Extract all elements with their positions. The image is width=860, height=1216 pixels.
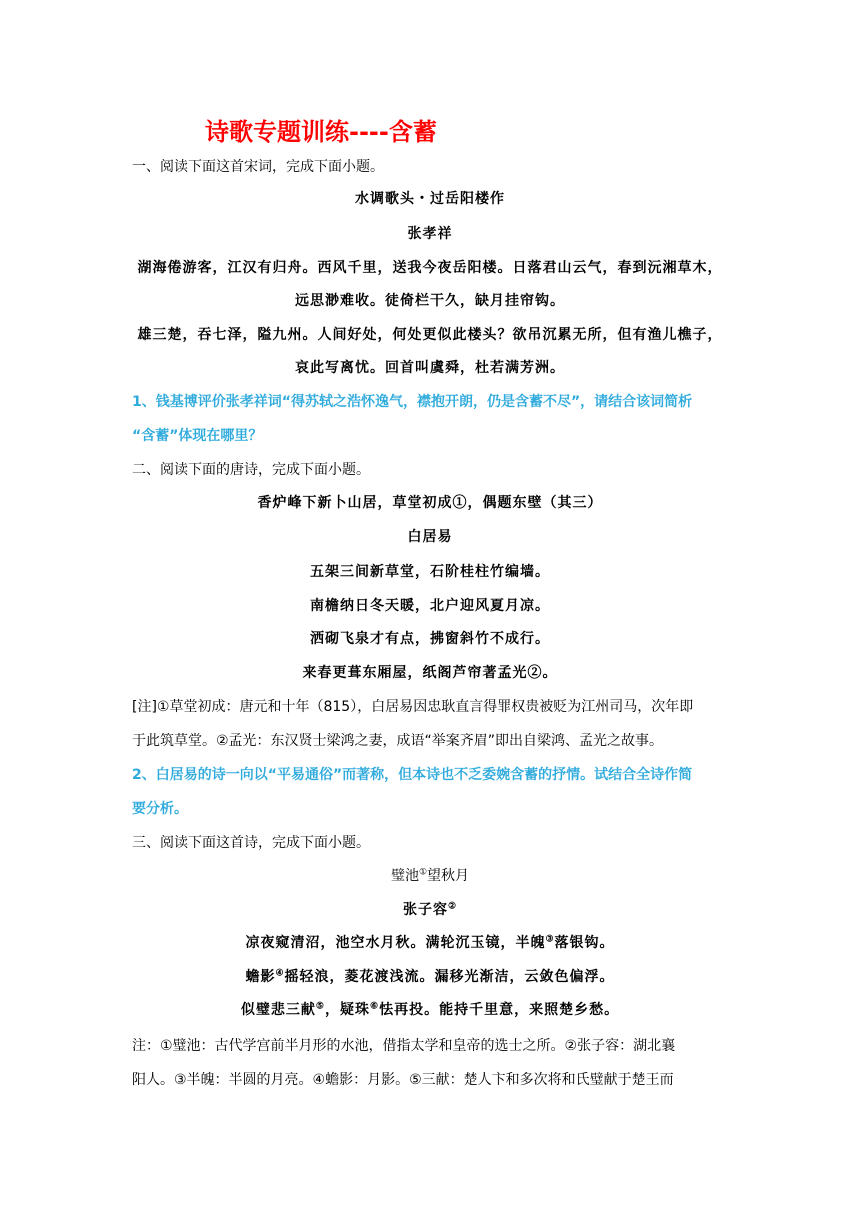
poem-2-line: 洒砌飞泉才有点，拂窗斜竹不成行。: [310, 631, 550, 647]
poem-3-note-cont: 阳人。③半魄：半圆的月亮。④蟾影：月影。⑤三献：楚人卞和多次将和氏璧献于楚王而: [132, 1072, 674, 1088]
poem-3-note: 注：①璧池：古代学宫前半月形的水池，借指太学和皇帝的选士之所。②张子容：湖北襄: [132, 1038, 676, 1054]
poem-2-line: 五架三间新草堂，石阶桂柱竹编墙。: [310, 564, 550, 580]
section-1-heading: 一、阅读下面这首宋词，完成下面小题。: [132, 159, 384, 175]
section-3-heading: 三、阅读下面这首诗，完成下面小题。: [132, 835, 370, 851]
poem-1-line: 雄三楚，吞七泽，隘九州。人间好处，何处更似此楼头？欲吊沉累无所，但有渔儿樵子，: [137, 327, 723, 343]
poem-2-author: 白居易: [407, 529, 453, 545]
question-2-cont: 要分析。: [132, 801, 188, 817]
poem-2-line: 南檐纳日冬天暖，北户迎风夏月凉。: [310, 598, 550, 614]
poem-3-line: 蟾影④摇轻浪，菱花渡浅流。漏移光渐洁，云敛色偏浮。: [245, 968, 615, 985]
poem-1-author: 张孝祥: [407, 226, 453, 242]
poem-1-title: 水调歌头・过岳阳楼作: [355, 191, 505, 207]
poem-1-line: 哀此写离忧。回首叫虞舜，杜若满芳洲。: [295, 360, 565, 376]
poem-2-line: 来春更葺东厢屋，纸阁芦帘著孟光②。: [302, 665, 558, 681]
poem-3-author: 张子容②: [402, 901, 458, 918]
poem-3-title: 璧池①望秋月: [390, 867, 470, 884]
poem-3-line: 凉夜窥清沼，池空水月秋。满轮沉玉镜，半魄③落银钩。: [245, 934, 615, 951]
question-1-cont: “含蓄”体现在哪里？: [132, 428, 263, 444]
page-title: 诗歌专题训练----含蓄: [205, 118, 437, 146]
poem-2-note-cont: 于此筑草堂。②孟光：东汉贤士梁鸿之妻，成语“举案齐眉”即出自梁鸿、孟光之故事。: [132, 733, 664, 749]
poem-3-line: 似璧悲三献⑤，疑珠⑥怯再投。能持千里意，来照楚乡愁。: [240, 1001, 620, 1018]
poem-2-note: [注]①草堂初成：唐元和十年（815），白居易因忠耿直言得罪权贵被贬为江州司马，次年即: [132, 699, 694, 715]
question-2: 2、白居易的诗一向以“平易通俗”而著称，但本诗也不乏委婉含蓄的抒情。试结合全诗作简: [132, 767, 693, 783]
section-2-heading: 二、阅读下面的唐诗，完成下面小题。: [132, 462, 370, 478]
poem-1-line: 湖海倦游客，江汉有归舟。西风千里，送我今夜岳阳楼。日落君山云气，春到沅湘草木，: [137, 260, 723, 276]
poem-2-title: 香炉峰下新卜山居，草堂初成①，偶题东壁（其三）: [257, 495, 603, 511]
poem-1-line: 远思渺难收。徒倚栏干久，缺月挂帘钩。: [295, 293, 565, 309]
question-1: 1、钱基博评价张孝祥词“得苏轼之浩怀逸气，襟抱开朗，仍是含蓄不尽”，请结合该词简析: [132, 394, 693, 410]
